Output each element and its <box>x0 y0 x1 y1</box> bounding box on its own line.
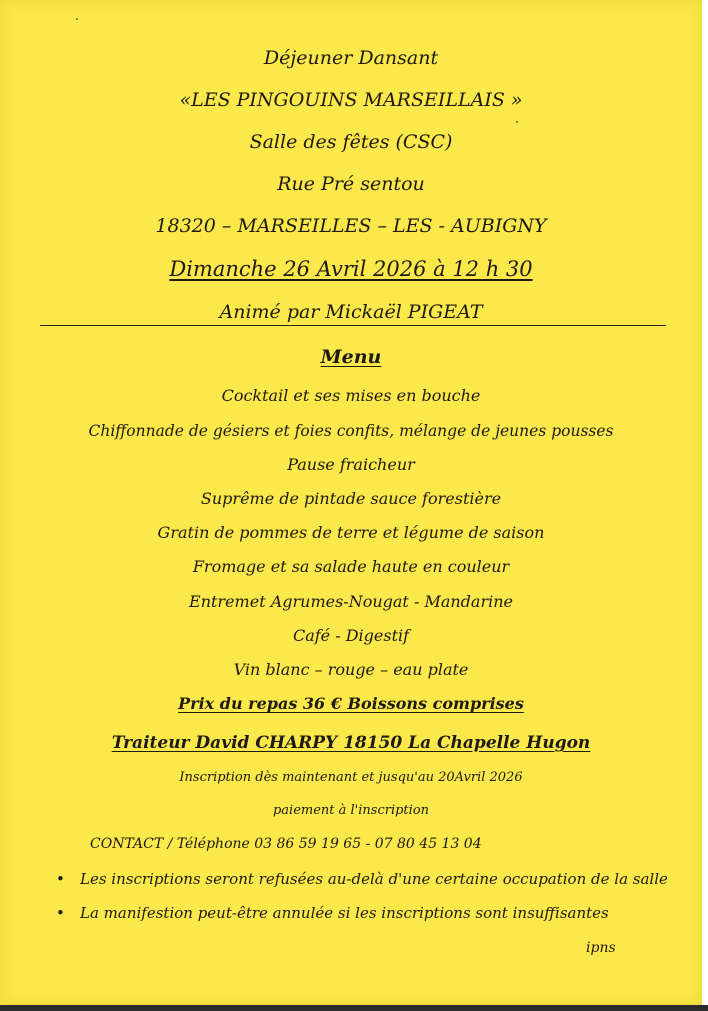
street: Rue Pré sentou <box>277 173 425 195</box>
separator-line <box>40 325 666 326</box>
menu-item: Fromage et sa salade haute en couleur <box>192 557 510 576</box>
event-type: Déjeuner Dansant <box>263 47 439 69</box>
payment-info: paiement à l'inscription <box>272 803 430 818</box>
menu-item: Chiffonnade de gésiers et foies confits, mélange de jeunes pousses <box>88 422 614 440</box>
bullet-icon: • <box>56 904 65 922</box>
menu-item: Entremet Agrumes-Nougat - Mandarine <box>189 592 513 611</box>
signature: ipns <box>586 940 616 956</box>
host: Animé par Mickaël PIGEAT <box>219 301 483 323</box>
bullet-icon: • <box>56 870 65 888</box>
contact-line: CONTACT / Téléphone 03 86 59 19 65 - 07 80 45 13 04 <box>90 836 482 852</box>
note-row <box>56 870 668 888</box>
menu-title: Menu <box>320 346 382 368</box>
scan-margin-bottom <box>0 1005 708 1011</box>
date-time: Dimanche 26 Avril 2026 à 12 h 30 <box>169 257 533 281</box>
paper-speck <box>516 121 518 123</box>
caterer: Traiteur David CHARPY 18150 La Chapelle Hugon <box>111 733 591 753</box>
menu-item: Pause fraicheur <box>287 455 415 474</box>
scan-margin-right <box>702 0 708 1005</box>
menu-item: Gratin de pommes de terre et légume de saison <box>157 523 545 542</box>
note-row <box>56 904 609 922</box>
registration-deadline: Inscription dès maintenant et jusqu'au 20Avril 2026 <box>179 770 523 785</box>
city: 18320 – MARSEILLES – LES - AUBIGNY <box>155 215 547 237</box>
note-text: La manifestion peut-être annulée si les inscriptions sont insuffisantes <box>80 904 609 922</box>
menu-item: Vin blanc – rouge – eau plate <box>233 660 469 679</box>
group-name: «LES PINGOUINS MARSEILLAIS » <box>179 89 523 111</box>
menu-item: Café - Digestif <box>292 626 410 645</box>
menu-item: Cocktail et ses mises en bouche <box>221 386 481 405</box>
menu-item: Suprême de pintade sauce forestière <box>200 489 502 508</box>
price-line: Prix du repas 36 € Boissons comprises <box>178 694 524 713</box>
paper-speck <box>76 18 78 20</box>
note-text: Les inscriptions seront refusées au-delà d'une certaine occupation de la salle <box>80 870 668 888</box>
venue: Salle des fêtes (CSC) <box>249 131 453 153</box>
